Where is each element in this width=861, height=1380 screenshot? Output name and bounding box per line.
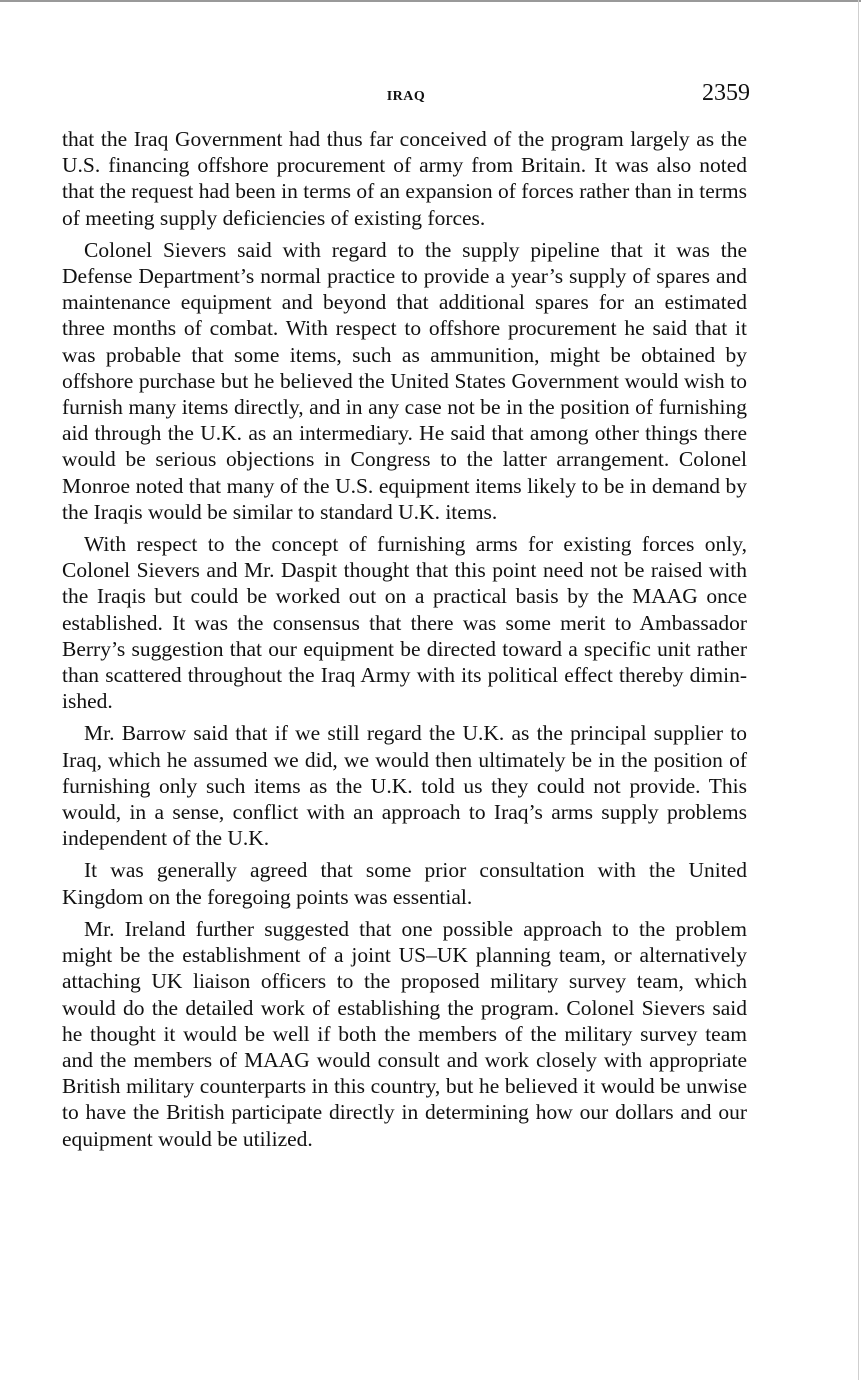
page-header — [62, 80, 750, 114]
paragraph-5: It was generally agreed that some prior consultation with the United Kingdom on the foregoing points was essential. — [62, 858, 747, 909]
running-head: IRAQ — [386, 89, 426, 104]
top-edge-rule — [0, 0, 861, 2]
paragraph-6: Mr. Ireland further suggested that one possible approach to the problem might be the establishment of a joint US–UK planning team, or alternatively attaching UK liaison officers to the proposed military survey team, which would do the detailed work of establishing the program. Colonel Sievers said he thought it would be well if both the members of the military survey team and the members of MAAG would consult and work closely with appropriate British military counterparts in this country, but he believed it would be unwise to have the British participate directly in determining how our dollars and our equipment would be utilized. — [62, 916, 747, 1151]
paragraph-3: With respect to the concept of furnishing arms for existing forces only, Colonel Sievers and Mr. Daspit thought that this point need not be raised with the Iraqis but could be worked out on a practical basis by the MAAG once established. It was the consensus that there was some merit to Ambassador Berry’s suggestion that our equipment be directed toward a specific unit rather than scattered throughout the Iraq Army with its political effect thereby diminished. — [62, 532, 747, 714]
paragraph-4: Mr. Barrow said that if we still regard the U.K. as the principal supplier to Iraq, which he assumed we did, we would then ultimately be in the position of furnishing only such items as the U.K. told us they could not provide. This would, in a sense, conflict with an approach to Iraq’s arms supply problems independent of the U.K. — [62, 721, 747, 851]
page-number: 2359 — [702, 80, 750, 106]
paragraph-1: that the Iraq Government had thus far conceived of the program largely as the U.S. financing offshore procurement of army from Britain. It was also noted that the request had been in terms of an expansion of forces rather than in terms of meeting supply deficiencies of existing forces. — [62, 127, 747, 230]
right-edge-rule — [858, 0, 859, 1380]
paragraph-2: Colonel Sievers said with regard to the supply pipeline that it was the Defense Department’s normal practice to provide a year’s supply of spares and maintenance equipment and beyond that additional spares for an estimated three months of combat. With respect to offshore procurement he said that it was probable that some items, such as ammunition, might be obtained by offshore purchase but he believed the United States Government would wish to furnish many items directly, and in any case not be in the position of furnishing aid through the U.K. as an intermediary. He said that among other things there would be serious objections in Congress to the latter arrangement. Colonel Monroe noted that many of the U.S. equipment items likely to be in demand by the Iraqis would be similar to standard U.K. items. — [62, 237, 747, 524]
document-body — [62, 126, 747, 1158]
